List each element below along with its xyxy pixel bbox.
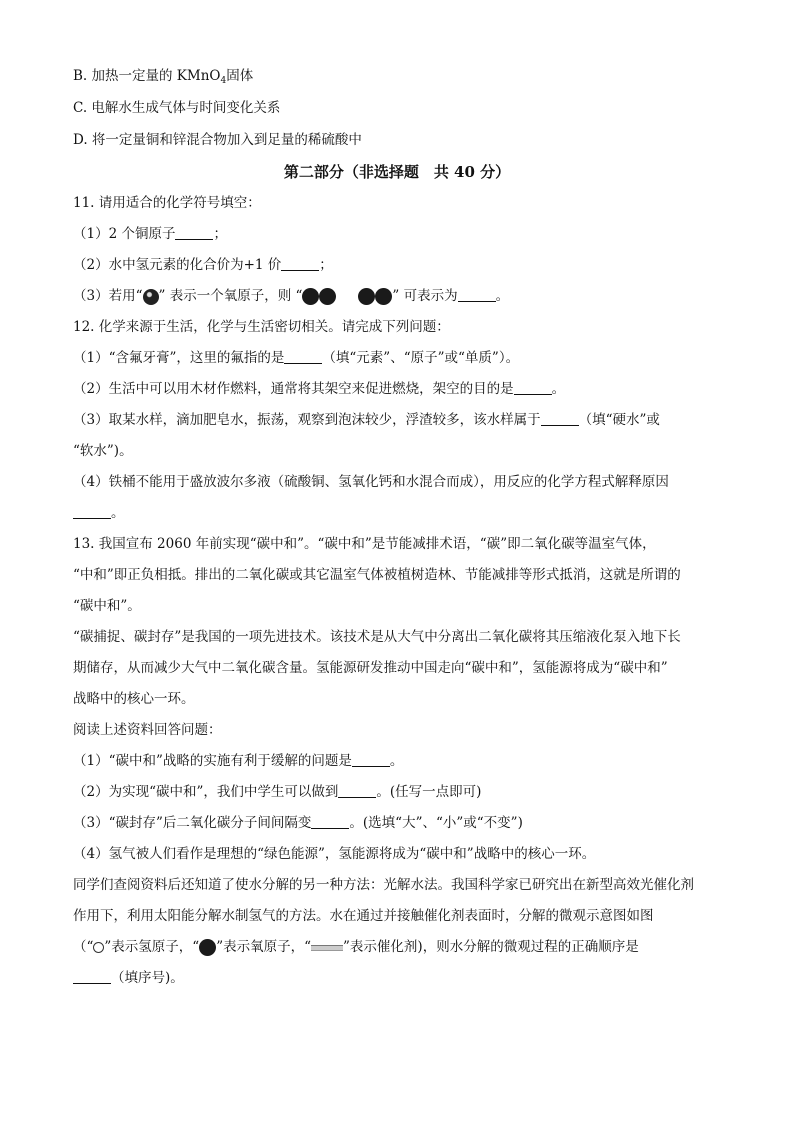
q13-para1-line3: “碳中和”。 bbox=[73, 598, 141, 614]
answer-blank[interactable] bbox=[541, 411, 579, 426]
answer-blank[interactable] bbox=[338, 783, 376, 798]
answer-blank[interactable] bbox=[175, 225, 213, 240]
q12-stem: 12. 化学来源于生活，化学与生活密切相关。请完成下列问题： bbox=[73, 319, 450, 335]
answer-blank[interactable] bbox=[514, 380, 552, 395]
oxygen-atom-icon bbox=[143, 289, 159, 305]
q12-part4: （4）铁桶不能用于盛放波尔多液（硫酸铜、氢氧化钙和水混合而成），用反应的化学方程式解释原因 bbox=[73, 474, 669, 490]
oxygen-atom-icon bbox=[302, 288, 319, 305]
q13-para3-line2: 作用下，利用太阳能分解水制氢气的方法。水在通过并接触催化剂表面时，分解的微观示意图如图 bbox=[73, 908, 654, 924]
q13-part3: （3）“碳封存”后二氧化碳分子间间隔变 。(选填“大”、“小”或“不变”) bbox=[73, 815, 523, 831]
q12-part3-cont: “软水”)。 bbox=[73, 443, 133, 459]
oxygen-atom-icon bbox=[199, 939, 216, 956]
answer-blank[interactable] bbox=[73, 969, 111, 984]
q13-legend-line: （“ ”表示氢原子，“ ”表示氧原子，“ ”表示催化剂)，则水分解的微观过程的正确顺序是 bbox=[73, 939, 639, 955]
q13-para1-line2: “中和”即正负相抵。排出的二氧化碳或其它温室气体被植树造林、节能减排等形式抵消，这就是所谓的 bbox=[73, 567, 681, 583]
oxygen-atom-icon bbox=[319, 288, 336, 305]
section-title: 第二部分（非选择题 共 40 分） bbox=[283, 163, 511, 181]
q13-para3-line1: 同学们查阅资料后还知道了使水分解的另一种方法：光解水法。我国科学家已研究出在新型高效光催化剂 bbox=[73, 877, 694, 893]
q13-part4: （4）氢气被人们看作是理想的“绿色能源”，氢能源将成为“碳中和”战略中的核心一环。 bbox=[73, 846, 596, 862]
q13-para1-line1: 13. 我国宣布 2060 年前实现“碳中和”。“碳中和”是节能减排术语，“碳”即二氧化碳等温室气体， bbox=[73, 536, 656, 552]
q12-part4-cont: 。 bbox=[73, 503, 733, 523]
answer-blank[interactable] bbox=[73, 504, 111, 519]
oxygen-atom-icon bbox=[375, 288, 392, 305]
q11-part1: （1）2 个铜原子 ； bbox=[73, 226, 227, 242]
q12-part3: （3）取某水样，滴加肥皂水，振荡，观察到泡沫较少，浮渣较多，该水样属于 （填“硬水”或 bbox=[73, 412, 660, 428]
q13-part2: （2）为实现“碳中和”，我们中学生可以做到 。(任写一点即可) bbox=[73, 784, 482, 800]
hydrogen-atom-icon bbox=[93, 942, 104, 953]
option-c: C. 电解水生成气体与时间变化关系 bbox=[73, 100, 281, 116]
q12-part1: （1）“含氟牙膏”，这里的氟指的是 （填“元素”、“原子”或“单质”）。 bbox=[73, 350, 520, 366]
q11-part3: （3）若用“ ” 表示一个氧原子，则 “ ” 可表示为 。 bbox=[73, 288, 510, 304]
q13-read-prompt: 阅读上述资料回答问题： bbox=[73, 722, 222, 738]
answer-blank[interactable] bbox=[281, 256, 319, 271]
catalyst-icon bbox=[311, 945, 343, 951]
answer-blank[interactable] bbox=[311, 814, 349, 829]
q13-para2-line2: 期储存，从而减少大气中二氧化碳含量。氢能源研发推动中国走向“碳中和”，氢能源将成为“碳中和” bbox=[73, 660, 668, 676]
answer-blank[interactable] bbox=[352, 752, 390, 767]
q13-last-line: （填序号)。 bbox=[73, 968, 733, 988]
oxygen-atom-icon bbox=[358, 288, 375, 305]
q13-para2-line3: 战略中的核心一环。 bbox=[73, 691, 195, 707]
q13-para2-line1: “碳捕捉、碳封存”是我国的一项先进技术。该技术是从大气中分离出二氧化碳将其压缩液化泵入地下长 bbox=[73, 629, 681, 645]
option-b: B. 加热一定量的 KMnO$_4$固体 bbox=[73, 68, 254, 86]
q11-part2: （2）水中氢元素的化合价为+1 价 ； bbox=[73, 257, 333, 273]
q13-part1: （1）“碳中和”战略的实施有利于缓解的问题是 。 bbox=[73, 753, 404, 769]
q11-stem: 11. 请用适合的化学符号填空： bbox=[73, 195, 261, 211]
answer-blank[interactable] bbox=[284, 349, 322, 364]
answer-blank[interactable] bbox=[458, 287, 496, 302]
option-d: D. 将一定量铜和锌混合物加入到足量的稀硫酸中 bbox=[73, 132, 362, 148]
q12-part2: （2）生活中可以用木材作燃料，通常将其架空来促进燃烧，架空的目的是 。 bbox=[73, 381, 566, 397]
